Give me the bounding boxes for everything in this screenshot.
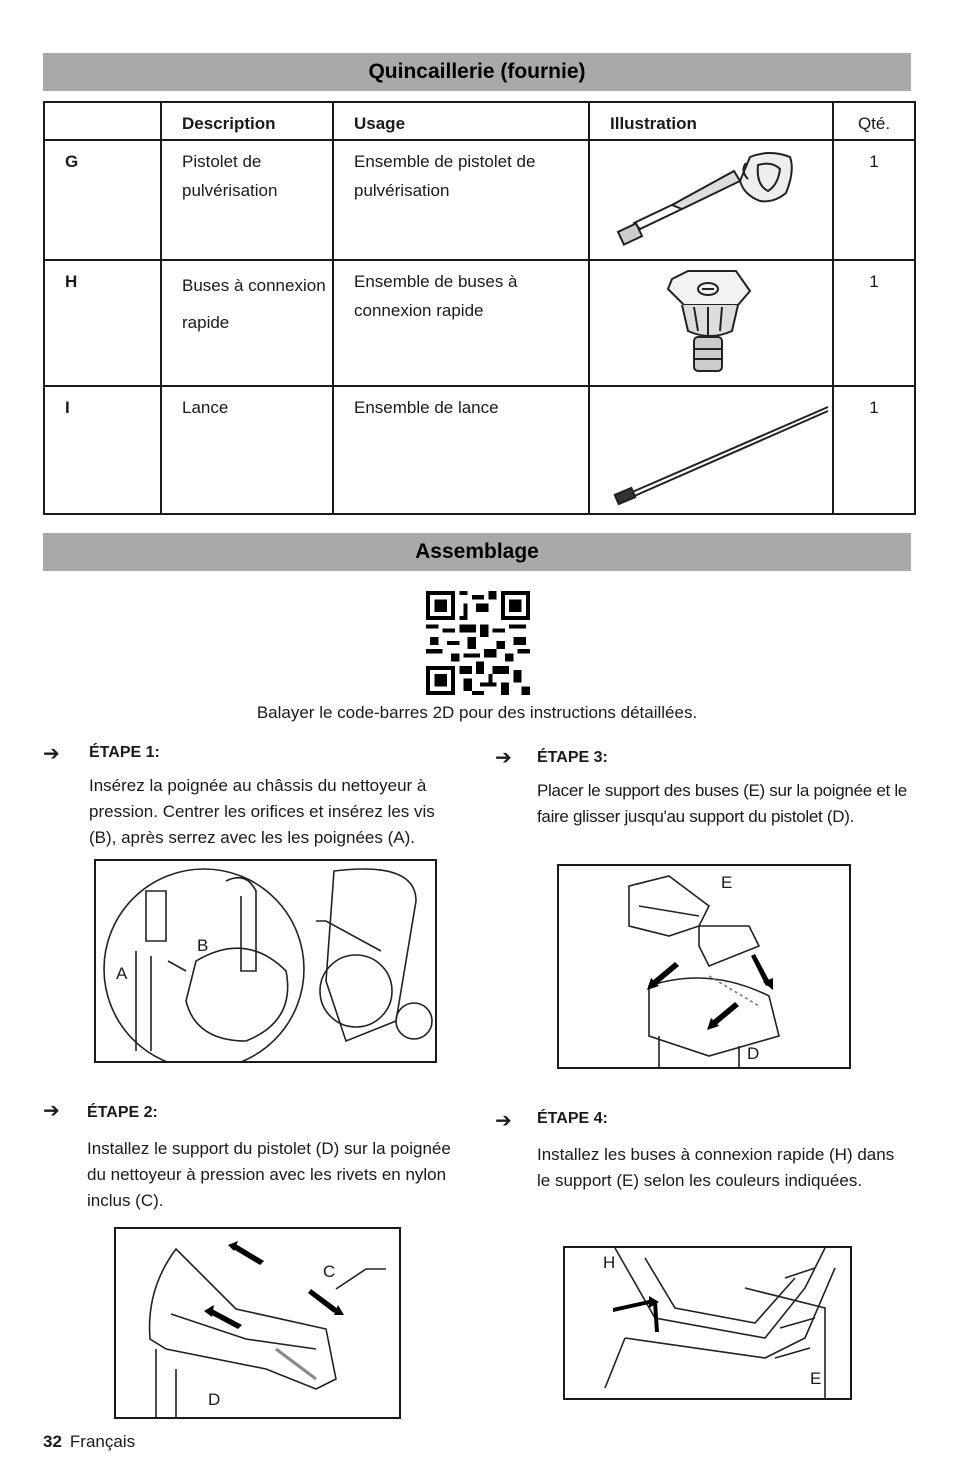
step-3-text: Placer le support des buses (E) sur la poignée et le faire glisser jusqu'au support du pistolet (D).	[537, 781, 907, 826]
step-arrow-icon: ➔	[43, 1100, 60, 1122]
qr-caption: Balayer le code-barres 2D pour des instructions détaillées.	[256, 703, 698, 722]
callout-E: E	[721, 873, 733, 892]
step-arrow-icon: ➔	[43, 743, 60, 765]
spray-gun-icon	[590, 141, 834, 259]
step-arrow-icon: ➔	[495, 747, 512, 769]
qr-code-icon[interactable]	[426, 591, 530, 695]
quick-connect-nozzle-icon	[590, 261, 834, 385]
table-header-row	[44, 102, 915, 140]
header-qty: Qté.	[833, 102, 915, 140]
header-usage: Usage	[333, 102, 589, 140]
row-qty: 1	[833, 386, 915, 514]
callout-H: H	[603, 1253, 616, 1272]
step-2-figure	[114, 1227, 401, 1419]
page-number: 32	[43, 1432, 62, 1451]
page-footer	[43, 1432, 135, 1452]
header-illustration: Illustration	[589, 102, 833, 140]
row-description: Buses à connexion rapide	[161, 260, 333, 386]
row-key: I	[44, 386, 161, 514]
hardware-table	[43, 101, 916, 515]
row-usage: Ensemble de lance	[333, 386, 589, 514]
wand-icon	[590, 387, 834, 513]
step-2-text: Installez le support du pistolet (D) sur la poignée du nettoyeur à pression avec les rivets en nylon inclus (C).	[87, 1139, 451, 1210]
step-4-figure	[563, 1246, 852, 1400]
row-description: Pistolet de pulvérisation	[161, 140, 333, 260]
callout-D: D	[208, 1390, 221, 1409]
row-illustration	[589, 260, 833, 386]
row-illustration	[589, 140, 833, 260]
table-row	[44, 386, 915, 514]
assembly-section-title: Assemblage	[43, 533, 911, 571]
hardware-section-title: Quincaillerie (fournie)	[43, 53, 911, 91]
callout-C: C	[323, 1262, 336, 1281]
callout-E: E	[810, 1369, 822, 1388]
header-key	[44, 102, 161, 140]
table-row	[44, 140, 915, 260]
step-4-text: Installez les buses à connexion rapide (H) dans le support (E) selon les couleurs indiquées.	[537, 1145, 895, 1190]
callout-D: D	[747, 1044, 760, 1063]
step-arrow-icon: ➔	[495, 1110, 512, 1132]
step-1-text: Insérez la poignée au châssis du nettoyeur à pression. Centrer les orifices et insérez les vis (B), après serrez avec les les poignées (A).	[89, 776, 435, 847]
step-3-figure	[557, 864, 851, 1069]
step-4-title: ÉTAPE 4:	[537, 1110, 608, 1127]
callout-A: A	[116, 964, 128, 983]
row-qty: 1	[833, 140, 915, 260]
step-2-title: ÉTAPE 2:	[87, 1104, 158, 1121]
callout-B: B	[197, 936, 209, 955]
row-illustration	[589, 386, 833, 514]
table-row	[44, 260, 915, 386]
row-usage: Ensemble de buses à connexion rapide	[333, 260, 589, 386]
row-usage: Ensemble de pistolet de pulvérisation	[333, 140, 589, 260]
page-language: Français	[69, 1432, 136, 1451]
row-description: Lance	[161, 386, 333, 514]
step-1-figure	[94, 859, 437, 1063]
row-key: H	[44, 260, 161, 386]
step-3-title: ÉTAPE 3:	[537, 749, 608, 766]
step-1-title: ÉTAPE 1:	[89, 744, 160, 761]
header-description: Description	[161, 102, 333, 140]
row-key: G	[44, 140, 161, 260]
row-qty: 1	[833, 260, 915, 386]
